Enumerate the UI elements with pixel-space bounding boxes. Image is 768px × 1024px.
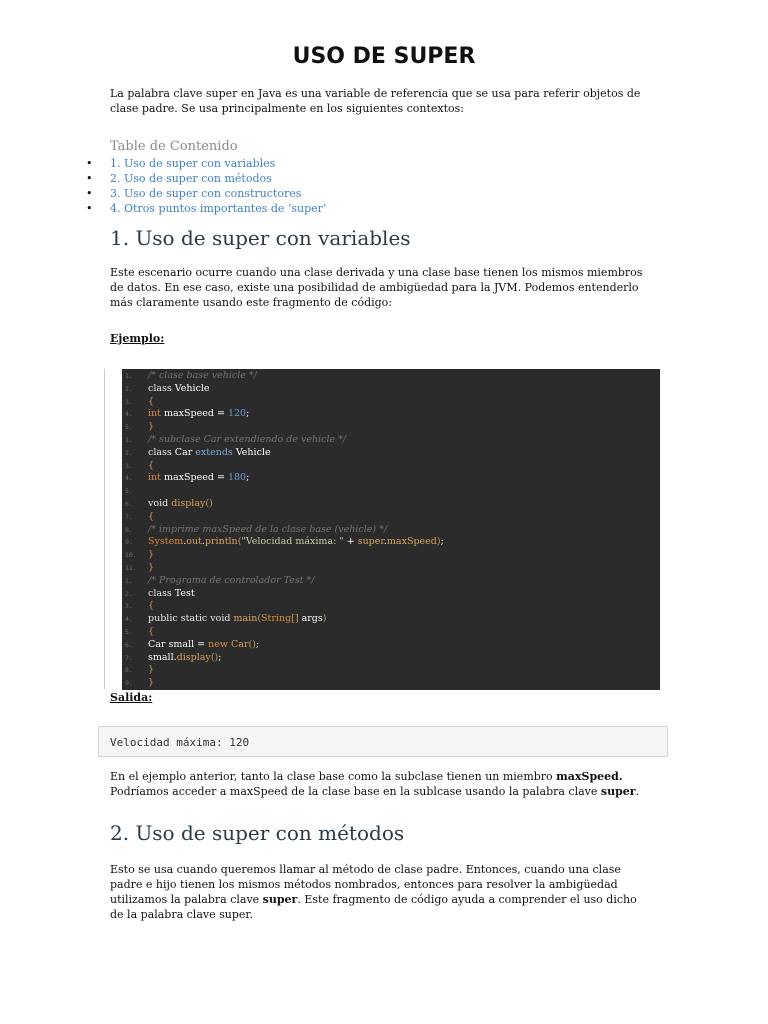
code-token: class	[148, 446, 175, 458]
section-2-heading: 2. Uso de super con métodos	[110, 821, 405, 845]
code-text	[148, 460, 154, 473]
code-token: ;	[246, 472, 250, 484]
code-token: class	[148, 587, 175, 599]
code-token: ;	[218, 651, 222, 663]
code-token: Car	[174, 446, 196, 458]
line-number: 1.	[125, 436, 133, 444]
line-number: 5.	[125, 487, 133, 496]
code-token: }	[148, 549, 155, 561]
code-token: +	[343, 536, 358, 548]
code-token: super	[357, 536, 384, 548]
line-number: 2.	[125, 448, 133, 457]
code-text	[148, 524, 387, 537]
line-number: 4.	[125, 474, 133, 483]
code-text	[148, 383, 210, 396]
code-token: {	[148, 395, 155, 407]
code-token: Car	[231, 638, 249, 650]
section-2-line-1: Esto se usa cuando queremos llamar al método de clase padre. Entonces, cuando una clase	[110, 863, 621, 876]
output-box	[98, 726, 668, 757]
toc-link-variables[interactable]: 1. Uso de super con variables	[110, 157, 276, 170]
code-token: new	[208, 638, 232, 650]
code-token: Car small =	[148, 638, 209, 650]
code-token: ()	[205, 498, 213, 509]
code-token: maxSpeed	[386, 536, 437, 548]
code-text	[148, 588, 195, 601]
line-number: 3.	[125, 461, 133, 470]
section-1-explanation	[110, 769, 655, 799]
line-number: 5.	[125, 423, 133, 432]
intro-paragraph	[110, 86, 655, 116]
page-title: USO DE SUPER	[292, 44, 476, 69]
code-text	[148, 536, 444, 549]
code-token: .	[183, 536, 187, 548]
code-margin-rule	[104, 369, 105, 689]
output-text: Velocidad máxima: 120	[110, 736, 250, 749]
code-token: .	[201, 536, 205, 548]
code-token: {	[148, 626, 155, 637]
code-text	[148, 511, 154, 524]
code-token: .	[383, 536, 387, 548]
line-number: 8.	[125, 525, 133, 534]
code-token: 120	[227, 408, 247, 420]
code-text	[148, 472, 249, 485]
code-token: }	[148, 562, 155, 573]
code-text	[148, 434, 346, 447]
toc-link-other-points[interactable]: 4. Otros puntos importantes de ‘super’	[110, 202, 327, 215]
toc-link-methods[interactable]: 2. Uso de super con métodos	[110, 172, 272, 185]
code-token: "Velocidad máxima: "	[241, 536, 344, 548]
section-2-line-4: de la palabra clave super.	[110, 908, 253, 921]
line-number: 7.	[125, 653, 133, 662]
code-token: println	[204, 536, 238, 548]
code-token: )	[322, 613, 327, 625]
code-text	[148, 652, 221, 665]
line-number: 1.	[125, 372, 133, 380]
line-number: 1.	[125, 576, 133, 585]
code-token: Vehicle	[235, 446, 271, 458]
code-token: int	[148, 408, 164, 420]
code-token: ;	[440, 536, 444, 548]
line-number: 9.	[125, 538, 133, 547]
line-number: 6.	[125, 640, 133, 649]
code-token: {	[148, 600, 155, 612]
line-number: 2.	[125, 384, 133, 393]
code-token: {	[148, 459, 155, 471]
line-number: 6.	[125, 500, 133, 508]
code-token: (	[237, 536, 242, 548]
code-token: display	[176, 651, 211, 663]
code-token: int	[148, 472, 164, 484]
explanation-text: En el ejemplo anterior, tanto la clase base como la subclase tienen un miembro	[110, 770, 557, 783]
code-text	[148, 447, 271, 460]
code-token: maxSpeed =	[164, 408, 228, 420]
code-token: display	[171, 498, 206, 509]
code-token: args	[298, 613, 323, 625]
explanation-text: Podríamos acceder a maxSpeed de la clase base en la sublcase usando la palabra clave	[110, 785, 601, 798]
line-number: 9.	[125, 679, 133, 688]
output-label: Salida:	[110, 691, 153, 704]
code-token: Test	[174, 587, 195, 599]
code-text	[148, 600, 154, 613]
code-token: []	[291, 613, 299, 625]
code-token: maxSpeed =	[164, 472, 228, 484]
intro-line-1: La palabra clave super en Java es una variable de referencia que se usa para referir objetos de	[110, 87, 641, 100]
line-number: 8.	[125, 666, 133, 675]
code-text	[148, 626, 154, 639]
bullet-icon: •	[86, 187, 93, 200]
line-number: 10.	[125, 551, 137, 560]
code-token: main	[233, 613, 258, 625]
section-2-text: utilizamos la palabra clave	[110, 893, 263, 906]
line-number: 7.	[125, 512, 133, 521]
section-2-paragraph	[110, 862, 655, 922]
code-text	[148, 396, 154, 409]
code-text	[148, 613, 326, 626]
code-token: {	[148, 510, 155, 522]
code-token: void	[148, 498, 172, 509]
code-token: }	[148, 421, 155, 433]
code-token: 180	[227, 472, 247, 484]
toc-link-constructors[interactable]: 3. Uso de super con constructores	[110, 187, 302, 200]
code-token: extends	[195, 446, 236, 458]
code-token: ()	[210, 651, 219, 663]
code-token: String	[261, 613, 292, 625]
example-label: Ejemplo:	[110, 332, 165, 345]
code-token: out	[186, 536, 202, 548]
code-text	[148, 664, 154, 677]
section-1-paragraph	[110, 265, 655, 310]
line-number: 11.	[125, 564, 137, 572]
code-token: /* Programa de controlador Test */	[148, 574, 315, 586]
code-token: /* subclase Car extendiendo de vehicle */	[148, 434, 347, 445]
section-1-line-2: de datos. En ese caso, existe una posibilidad de ambigüedad para la JVM. Podemos entenderlo	[110, 281, 639, 294]
keyword-super: super	[262, 893, 298, 906]
explanation-line-2	[110, 784, 655, 799]
section-2-text: . Este fragmento de código ayuda a comprender el uso dicho	[297, 893, 637, 906]
code-text	[148, 639, 259, 652]
line-number: 5.	[125, 628, 133, 636]
code-token: System	[148, 536, 184, 548]
keyword-super: super	[600, 785, 636, 798]
line-number: 3.	[125, 602, 133, 611]
code-token: ;	[246, 408, 250, 420]
code-text	[148, 677, 154, 690]
section-1-line-3: más claramente usando este fragmento de código:	[110, 296, 393, 309]
explanation-text: .	[635, 785, 640, 798]
code-text	[148, 575, 315, 588]
code-text	[148, 498, 213, 511]
line-number: 2.	[125, 589, 133, 598]
bullet-icon: •	[86, 172, 93, 185]
code-token: /* clase base vehicle */	[148, 370, 257, 381]
code-text	[148, 549, 154, 562]
line-number: 4.	[125, 410, 133, 419]
code-token: small.	[148, 651, 177, 663]
intro-line-2: clase padre. Se usa principalmente en los siguientes contextos:	[110, 102, 465, 115]
code-block	[122, 369, 660, 690]
code-token: class	[148, 382, 175, 394]
code-token: ()	[248, 638, 256, 650]
code-token: }	[148, 677, 155, 689]
toc-title: Table de Contenido	[110, 139, 238, 154]
code-text	[148, 562, 154, 575]
code-text	[148, 421, 154, 434]
code-token: ;	[255, 638, 260, 650]
section-1-line-1: Este escenario ocurre cuando una clase derivada y una clase base tienen los mismos miembros	[110, 266, 643, 279]
code-token: )	[436, 536, 441, 548]
code-token: public static void	[148, 613, 234, 625]
code-token: Vehicle	[174, 382, 210, 394]
code-token: /* imprime maxSpeed de la clase base (vehicle) */	[148, 523, 388, 535]
keyword-maxspeed: maxSpeed.	[556, 770, 623, 783]
explanation-line-1	[110, 769, 655, 784]
code-text	[148, 408, 249, 421]
section-2-line-2: padre e hijo tienen los mismos métodos nombrados, entonces para resolver la ambigüedad	[110, 878, 618, 891]
section-2-line-3	[110, 892, 655, 907]
section-1-heading: 1. Uso de super con variables	[110, 226, 411, 250]
code-token: }	[148, 664, 155, 676]
line-number: 3.	[125, 397, 133, 406]
line-number: 4.	[125, 615, 133, 624]
bullet-icon: •	[86, 157, 93, 170]
bullet-icon: •	[86, 202, 93, 215]
code-token: (	[257, 613, 262, 625]
code-text	[148, 370, 257, 383]
